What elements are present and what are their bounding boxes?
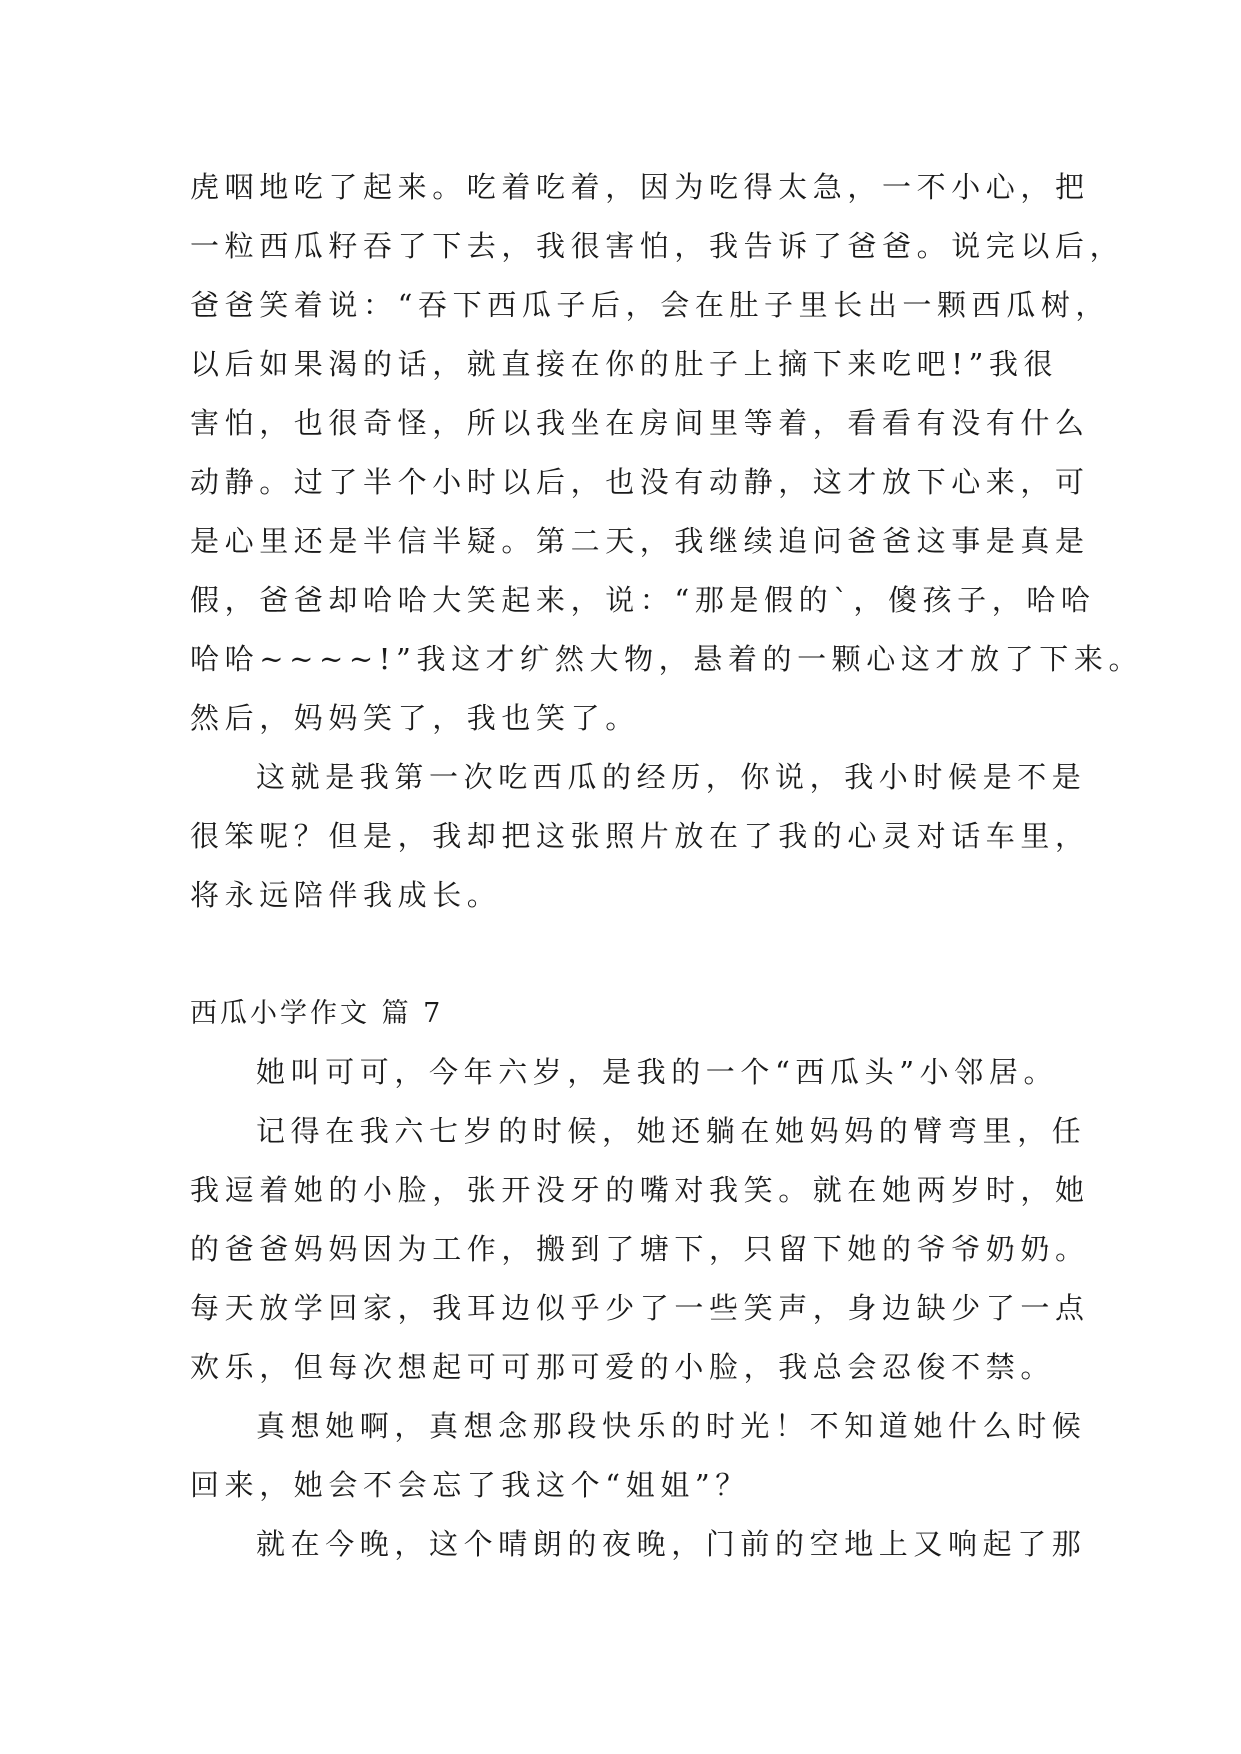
text-line: 然后，妈妈笑了，我也笑了。 (190, 701, 640, 735)
text-line: 欢乐，但每次想起可可那可爱的小脸，我总会忍俊不禁。 (190, 1350, 1056, 1384)
paragraph (190, 1397, 1087, 1515)
text-line: 这就是我第一次吃西瓜的经历，你说，我小时候是不是 (256, 760, 1087, 794)
text-line: 就在今晚，这个晴朗的夜晚，门前的空地上又响起了那 (256, 1527, 1087, 1561)
text-line: 害怕，也很奇怪，所以我坐在房间里等着，看看有没有什么 (190, 406, 1090, 440)
text-line: 很笨呢？但是，我却把这张照片放在了我的心灵对话车里， (190, 819, 1090, 853)
text-line: 一粒西瓜籽吞了下去，我很害怕，我告诉了爸爸。说完以后， (190, 229, 1125, 263)
paragraph (190, 1515, 1087, 1574)
text-line: 爸爸笑着说：“吞下西瓜子后，会在肚子里长出一颗西瓜树， (190, 288, 1111, 322)
paragraph (190, 748, 1090, 925)
paragraph (190, 1043, 1070, 1102)
section-spacer (190, 925, 1070, 984)
text-line: 的爸爸妈妈因为工作，搬到了塘下，只留下她的爷爷奶奶。 (190, 1232, 1090, 1266)
paragraph (190, 158, 1144, 748)
text-line: 是心里还是半信半疑。第二天，我继续追问爸爸这事是真是 (190, 524, 1090, 558)
text-line: 每天放学回家，我耳边似乎少了一些笑声，身边缺少了一点 (190, 1291, 1090, 1325)
text-line: 真想她啊，真想念那段快乐的时光！不知道她什么时候 (256, 1409, 1087, 1443)
text-line: 记得在我六七岁的时候，她还躺在她妈妈的臂弯里，任 (256, 1114, 1087, 1148)
text-line: 她叫可可，今年六岁，是我的一个“西瓜头”小邻居。 (256, 1055, 1059, 1089)
paragraph (190, 1102, 1090, 1397)
text-line: 哈哈~~~~!”我这才纩然大物，悬着的一颗心这才放了下来。 (190, 642, 1144, 676)
section-heading: 西瓜小学作文 篇 7 (190, 998, 444, 1029)
text-line: 将永远陪伴我成长。 (190, 878, 502, 912)
text-line: 我逗着她的小脸，张开没牙的嘴对我笑。就在她两岁时，她 (190, 1173, 1090, 1207)
text-line: 动静。过了半个小时以后，也没有动静，这才放下心来，可 (190, 465, 1090, 499)
text-line: 虎咽地吃了起来。吃着吃着，因为吃得太急，一不小心，把 (190, 170, 1090, 204)
text-line: 假，爸爸却哈哈大笑起来，说：“那是假的`，傻孩子，哈哈 (190, 583, 1096, 617)
document-body (190, 158, 1144, 1574)
text-line: 以后如果渴的话，就直接在你的肚子上摘下来吃吧!”我很 (190, 347, 1059, 381)
text-line: 回来，她会不会忘了我这个“姐姐”？ (190, 1468, 750, 1502)
